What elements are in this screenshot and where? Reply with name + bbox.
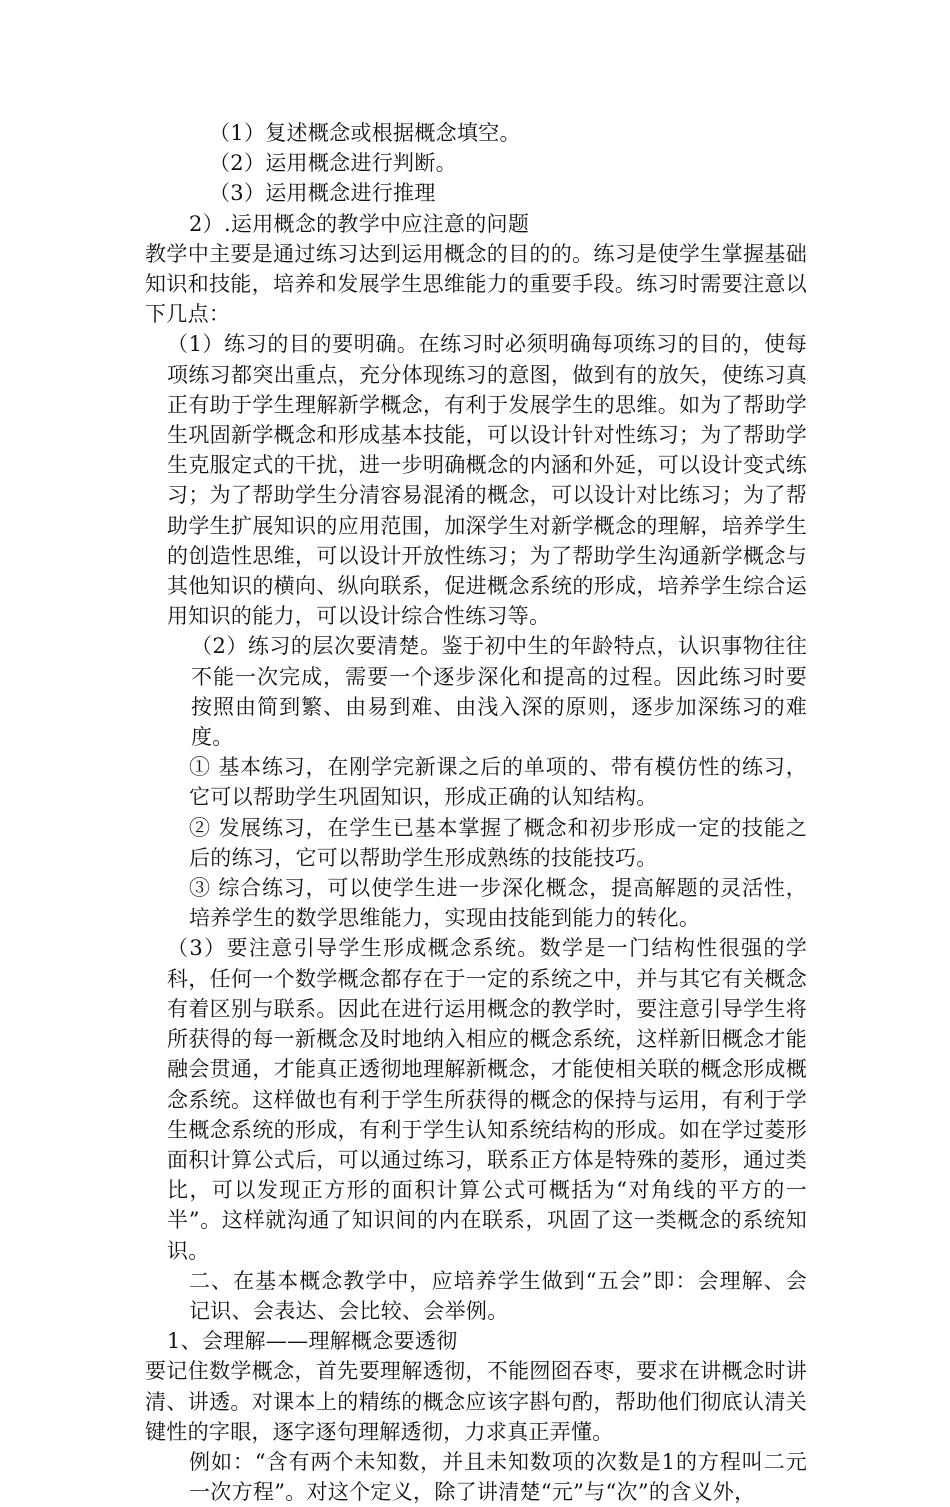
list-item-3: （3）运用概念进行推理	[209, 181, 436, 206]
subsection-1-heading: 1、会理解——理解概念要透彻	[167, 1329, 458, 1354]
example-paragraph: 例如：“含有两个未知数，并且未知数项的次数是1的方程叫二元一次方程”。对这个定义，除了讲清楚“元”与“次”的含义外，	[189, 1449, 807, 1505]
point-2-paragraph: （2）练习的层次要清楚。鉴于初中生的年龄特点，认识事物往往不能一次完成，需要一个逐步深化和提高的过程。因此练习时要按照由简到繁、由易到难、由浅入深的原则，逐步加深练习的难度。	[191, 634, 807, 750]
intro-paragraph: 教学中主要是通过练习达到运用概念的目的的。练习是使学生掌握基础知识和技能，培养和发展学生思维能力的重要手段。练习时需要注意以下几点：	[145, 241, 807, 327]
document-page	[145, 118, 807, 1507]
section-2-heading: 二、在基本概念教学中，应培养学生做到“五会”即：会理解、会记识、会表达、会比较、会举例。	[189, 1268, 807, 1323]
subsection-1-body: 要记住数学概念，首先要理解透彻，不能囫囵吞枣，要求在讲概念时讲清、讲透。对课本上的精练的概念应该字斟句酌，帮助他们彻底认清关键性的字眼，逐字逐句理解透彻，力求真正弄懂。	[145, 1359, 807, 1444]
point-1-paragraph: （1）练习的目的要明确。在练习时必须明确每项练习的目的，使每项练习都突出重点，充分体现练习的意图，做到有的放矢，使练习真正有助于学生理解新学概念，有利于发展学生的思维。如为了帮助学生巩固新学概念和形成基本技能，可以设计针对性练习；为了帮助学生克服定式的干扰，进一步明确概念的内涵和外延，可以设计变式练习；为了帮助学生分清容易混淆的概念，可以设计对比练习；为了帮助学生扩展知识的应用范围，加深学生对新学概念的理解，培养学生的创造性思维，可以设计开放性练习；为了帮助学生沟通新学概念与其他知识的横向、纵向联系，促进概念系统的形成，培养学生综合运用知识的能力，可以设计综合性练习等。	[167, 332, 807, 629]
section-heading: 2）.运用概念的教学中应注意的问题	[189, 211, 530, 236]
basic-practice-paragraph: ① 基本练习，在刚学完新课之后的单项的、带有模仿性的练习，它可以帮助学生巩固知识，形成正确的认知结构。	[189, 755, 807, 810]
list-item-1: （1）复述概念或根据概念填空。	[209, 121, 521, 145]
list-item-2: （2）运用概念进行判断。	[209, 151, 457, 176]
development-practice-paragraph: ② 发展练习，在学生已基本掌握了概念和初步形成一定的技能之后的练习，它可以帮助学生形成熟练的技能技巧。	[189, 815, 807, 870]
point-3-paragraph: （3）要注意引导学生形成概念系统。数学是一门结构性很强的学科，任何一个数学概念都存在于一定的系统之中，并与其它有关概念有着区别与联系。因此在进行运用概念的教学时，要注意引导学生将所获得的每一新概念及时地纳入相应的概念系统，这样新旧概念才能融会贯通，才能真正透彻地理解新概念，才能使相关联的概念形成概念系统。这样做也有利于学生所获得的概念的保持与运用，有利于学生概念系统的形成，有利于学生认知系统结构的形成。如在学过菱形面积计算公式后，可以通过练习，联系正方体是特殊的菱形，通过类比，可以发现正方形的面积计算公式可概括为“对角线的平方的一半”。这样就沟通了知识间的内在联系，巩固了这一类概念的系统知识。	[167, 936, 807, 1263]
comprehensive-practice-paragraph: ③ 综合练习，可以使学生进一步深化概念，提高解题的灵活性，培养学生的数学思维能力，实现由技能到能力的转化。	[189, 876, 807, 931]
